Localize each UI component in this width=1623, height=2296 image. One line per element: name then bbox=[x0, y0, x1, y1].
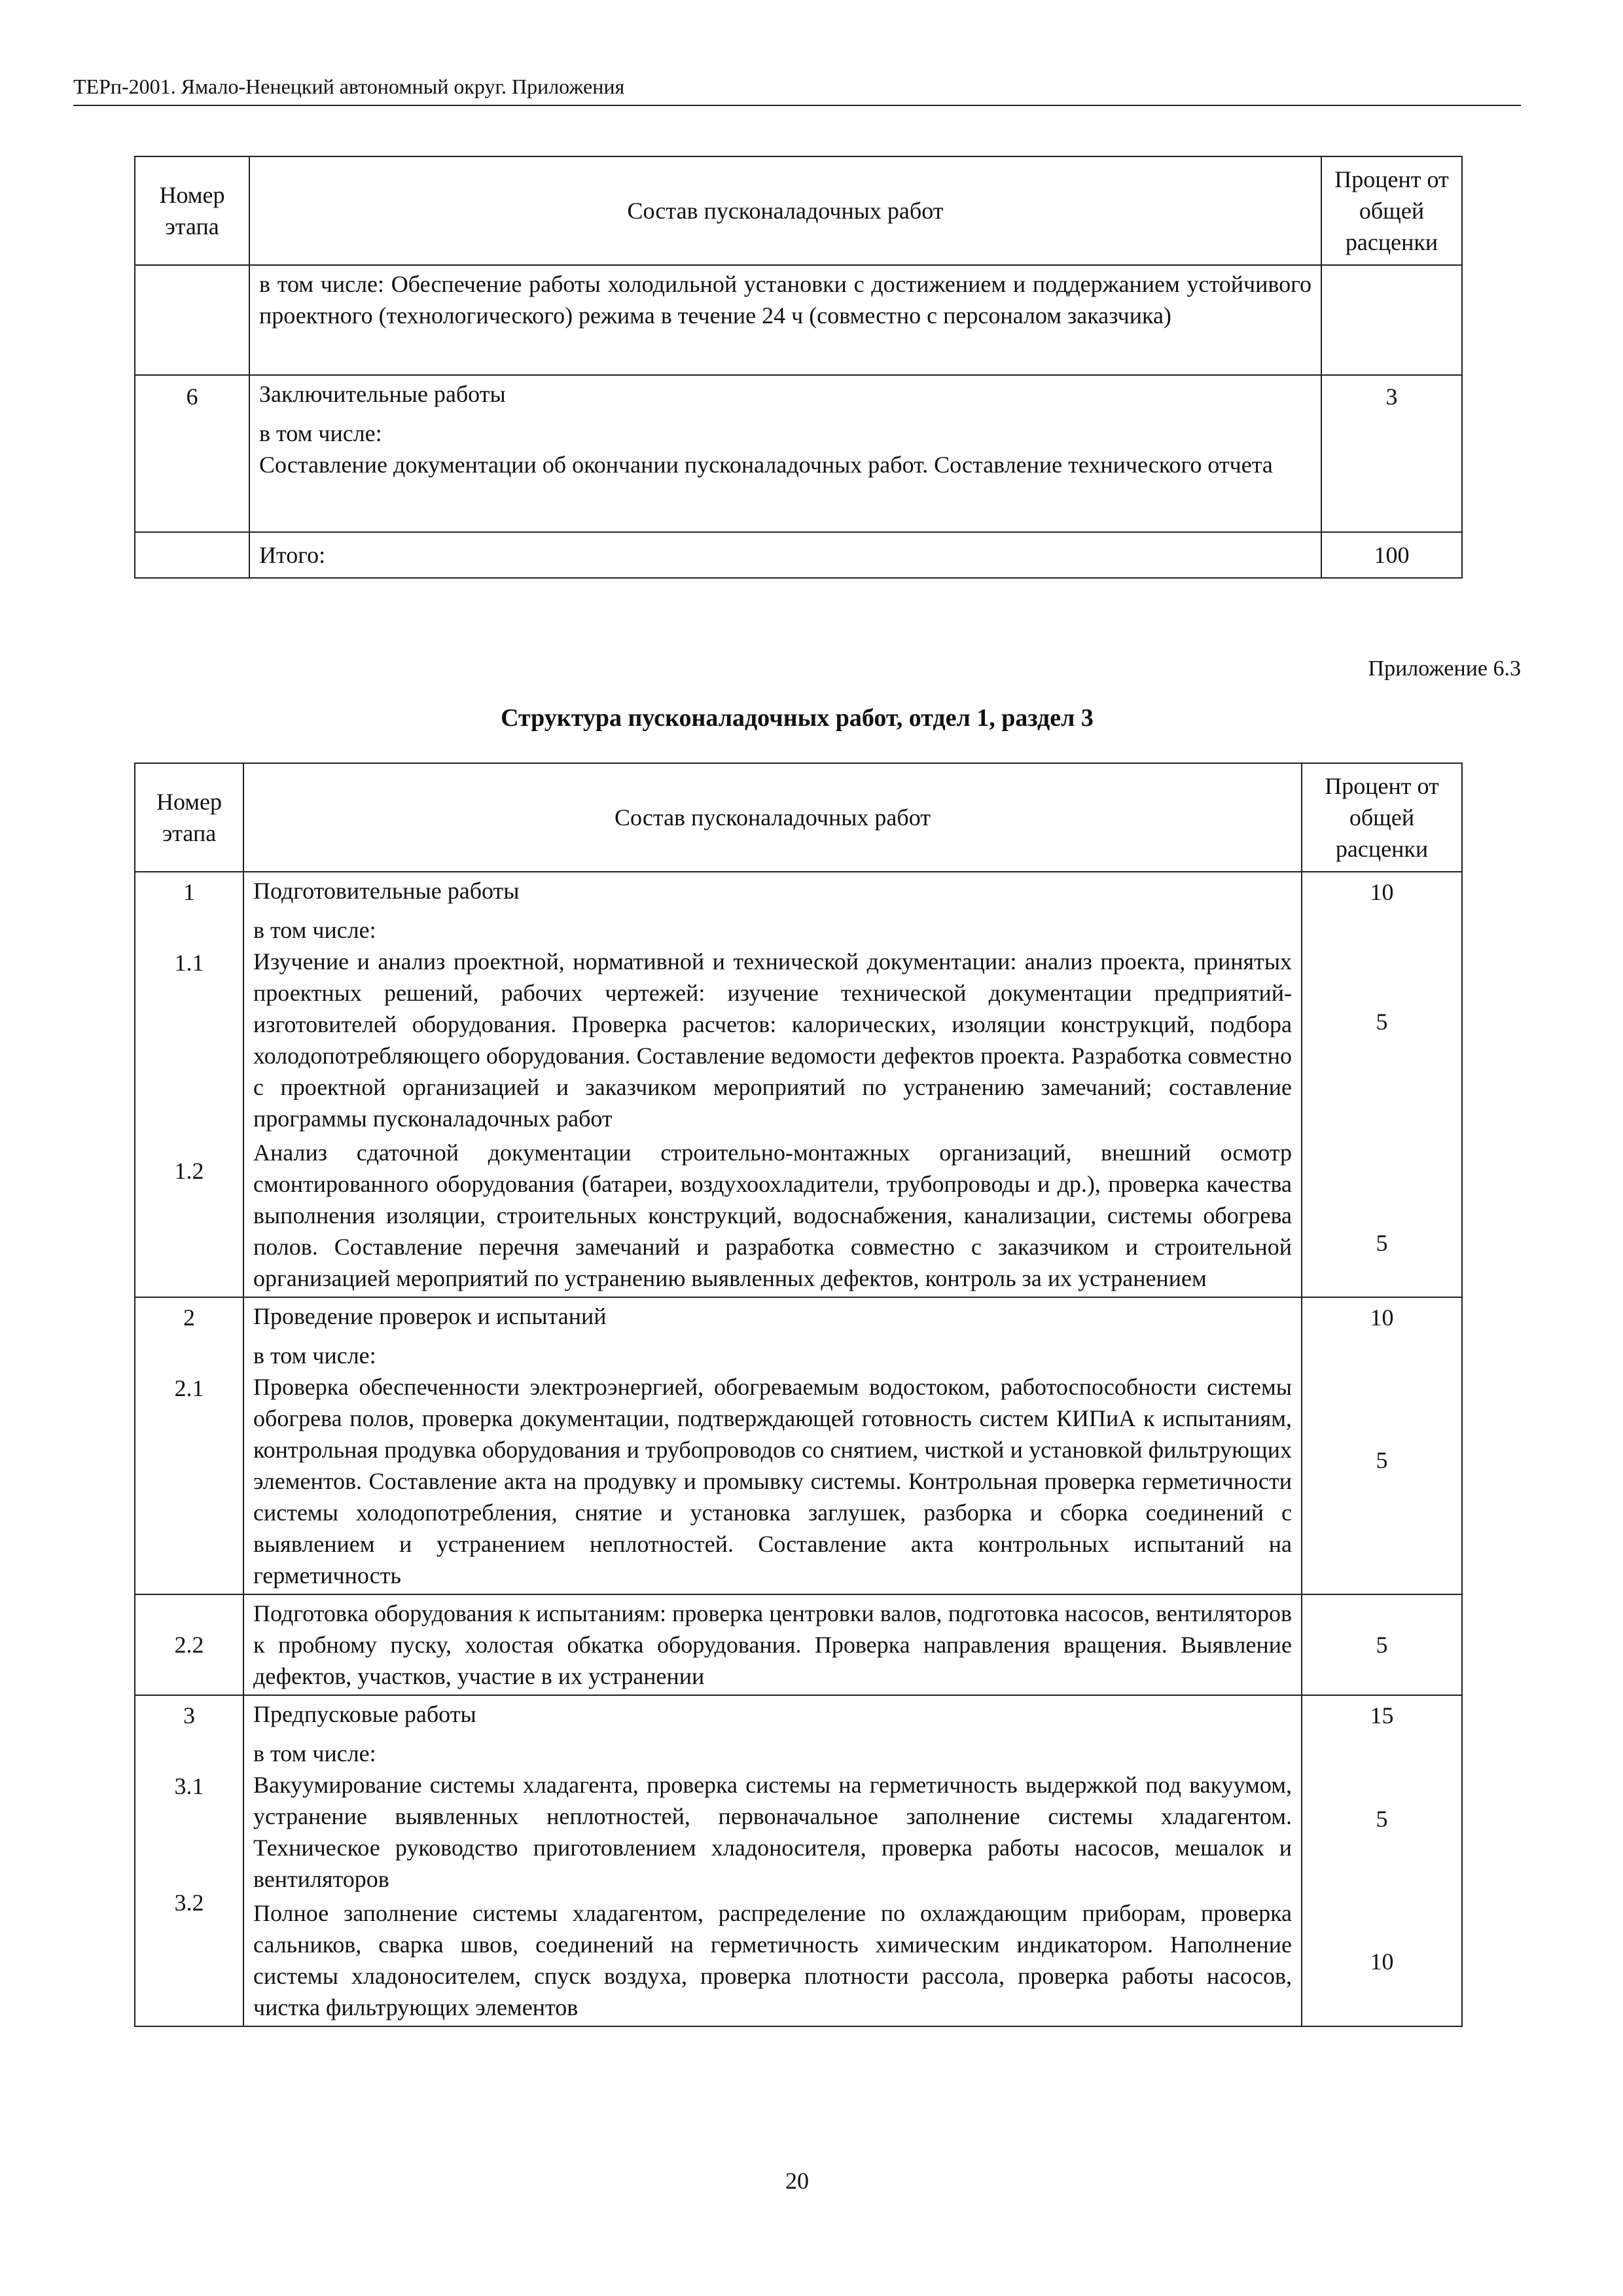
stage-title: Подготовительные работы bbox=[253, 878, 520, 904]
substage-number: 3.2 bbox=[174, 1890, 204, 1916]
substage-percent: 5 bbox=[1376, 1230, 1388, 1256]
substage-percent: 5 bbox=[1376, 1447, 1388, 1473]
col-header-percent: Процент от общей расценки bbox=[1321, 156, 1462, 265]
header-rule bbox=[73, 105, 1521, 106]
substage-text: Анализ сдаточной документации строительно-монтажных организаций, внешний осмотр смонтированного оборудования (батареи, воздухоохладители, трубопроводы и др.), проверка качества выполнения изоляции, строительных конструкций, водоснабжения, канализации, системы обогрева полов. Составление перечня замечаний и разработка совместно с заказчиком и строительной организацией мероприятий по устранению выявленных дефектов, контроль за их устранением bbox=[253, 1139, 1292, 1291]
cell-percent: 3 bbox=[1321, 375, 1462, 532]
including-label: в том числе: bbox=[253, 917, 376, 943]
table-structure bbox=[134, 762, 1463, 2027]
substage-number: 2.2 bbox=[135, 1594, 243, 1695]
table-row bbox=[135, 1594, 1462, 1695]
table-continuation bbox=[134, 156, 1463, 579]
stage-number: 1 bbox=[183, 879, 195, 905]
cell-text: в том числе: Обеспечение работы холодильной установки с достижением и поддержанием устойчивого проектного (технологического) режима в течение 24 ч (совместно с персоналом заказчика) bbox=[249, 265, 1321, 375]
table-row bbox=[135, 1297, 1462, 1594]
col-header-percent: Процент от общей расценки bbox=[1302, 763, 1462, 872]
total-label: Итого: bbox=[249, 532, 1321, 578]
substage-text: Изучение и анализ проектной, нормативной и технической документации: анализ проекта, принятых проектных решений, рабочих чертежей: изучение технической документации предприятий-изготовителей оборудования. Проверка расчетов: калорических, изоляции конструкций, подбора холодопотребляющего оборудования. Составление ведомости дефектов проекта. Разработка совместно с проектной организацией и заказчиком мероприятий по устранению замечаний; составление программы пусконаладочных работ bbox=[253, 948, 1292, 1132]
substage-text: Вакуумирование системы хладагента, проверка системы на герметичность выдержкой под вакуумом, устранение выявленных неплотностей, первоначальное заполнение системы хладагентом. Техническое руководство приготовлением хладоносителя, проверка работы насосов, мешалок и вентиляторов bbox=[253, 1772, 1292, 1892]
page-number: 20 bbox=[785, 2168, 809, 2194]
table2-header-row bbox=[135, 763, 1462, 872]
including-label: в том числе: bbox=[259, 420, 382, 446]
substage-text: Подготовка оборудования к испытаниям: проверка центровки валов, подготовка насосов, вентиляторов к пробному пуску, холостая обкатка оборудования. Проверка направления вращения. Выявление дефектов, участков, участие в их устранении bbox=[243, 1594, 1302, 1695]
substage-number: 1.2 bbox=[174, 1158, 204, 1184]
table-row bbox=[135, 265, 1462, 375]
total-percent: 100 bbox=[1321, 532, 1462, 578]
stage-number: 3 bbox=[183, 1702, 195, 1729]
cell-stage-number: 6 bbox=[135, 375, 249, 532]
total-row bbox=[135, 532, 1462, 578]
substage-percent: 5 bbox=[1376, 1806, 1388, 1832]
cell-text: Составление документации об окончании пусконаладочных работ. Составление технического отчета bbox=[259, 452, 1273, 478]
table-row bbox=[135, 872, 1462, 1297]
stage-title: Заключительные работы bbox=[259, 381, 506, 407]
col-header-stage: Номер этапа bbox=[135, 763, 243, 872]
including-label: в том числе: bbox=[253, 1740, 376, 1767]
col-header-content: Состав пусконаладочных работ bbox=[243, 763, 1302, 872]
table1-header-row bbox=[135, 156, 1462, 265]
substage-percent: 5 bbox=[1302, 1594, 1462, 1695]
running-header: ТЕРп-2001. Ямало-Ненецкий автономный округ. Приложения bbox=[73, 75, 625, 98]
substage-number: 3.1 bbox=[174, 1773, 204, 1799]
including-label: в том числе: bbox=[253, 1342, 376, 1369]
stage-percent: 10 bbox=[1370, 879, 1394, 905]
stage-title: Предпусковые работы bbox=[253, 1701, 476, 1727]
stage-title: Проведение проверок и испытаний bbox=[253, 1303, 607, 1329]
substage-number: 2.1 bbox=[174, 1375, 204, 1401]
stage-percent: 15 bbox=[1370, 1702, 1394, 1729]
table-row bbox=[135, 1695, 1462, 2026]
stage-percent: 10 bbox=[1370, 1304, 1394, 1331]
appendix-label: Приложение 6.3 bbox=[1368, 656, 1521, 681]
table-row bbox=[135, 375, 1462, 532]
substage-percent: 10 bbox=[1370, 1948, 1394, 1975]
substage-percent: 5 bbox=[1376, 1009, 1388, 1035]
col-header-content: Состав пусконаладочных работ bbox=[249, 156, 1321, 265]
stage-number: 2 bbox=[183, 1304, 195, 1331]
col-header-stage: Номер этапа bbox=[135, 156, 249, 265]
substage-number: 1.1 bbox=[174, 950, 204, 976]
substage-text: Полное заполнение системы хладагентом, распределение по охлаждающим приборам, проверка сальников, сварка швов, соединений на герметичность химическим индикатором. Наполнение системы хладоносителем, спуск воздуха, проверка плотности рассола, проверка работы насосов, чистка фильтрующих элементов bbox=[253, 1900, 1292, 2020]
substage-text: Проверка обеспеченности электроэнергией, обогреваемым водостоком, работоспособности системы обогрева полов, проверка документации, подтверждающей готовность систем КИПиА к испытаниям, контрольная продувка оборудования и трубопроводов со снятием, чисткой и установкой фильтрующих элементов. Составление акта на продувку и промывку системы. Контрольная проверка герметичности системы холодопотребления, снятие и установка заглушек, разборка и сборка соединений с выявлением и устранением неплотностей. Составление акта контрольных испытаний на герметичность bbox=[253, 1374, 1292, 1588]
table-title: Структура пусконаладочных работ, отдел 1, раздел 3 bbox=[501, 704, 1094, 732]
